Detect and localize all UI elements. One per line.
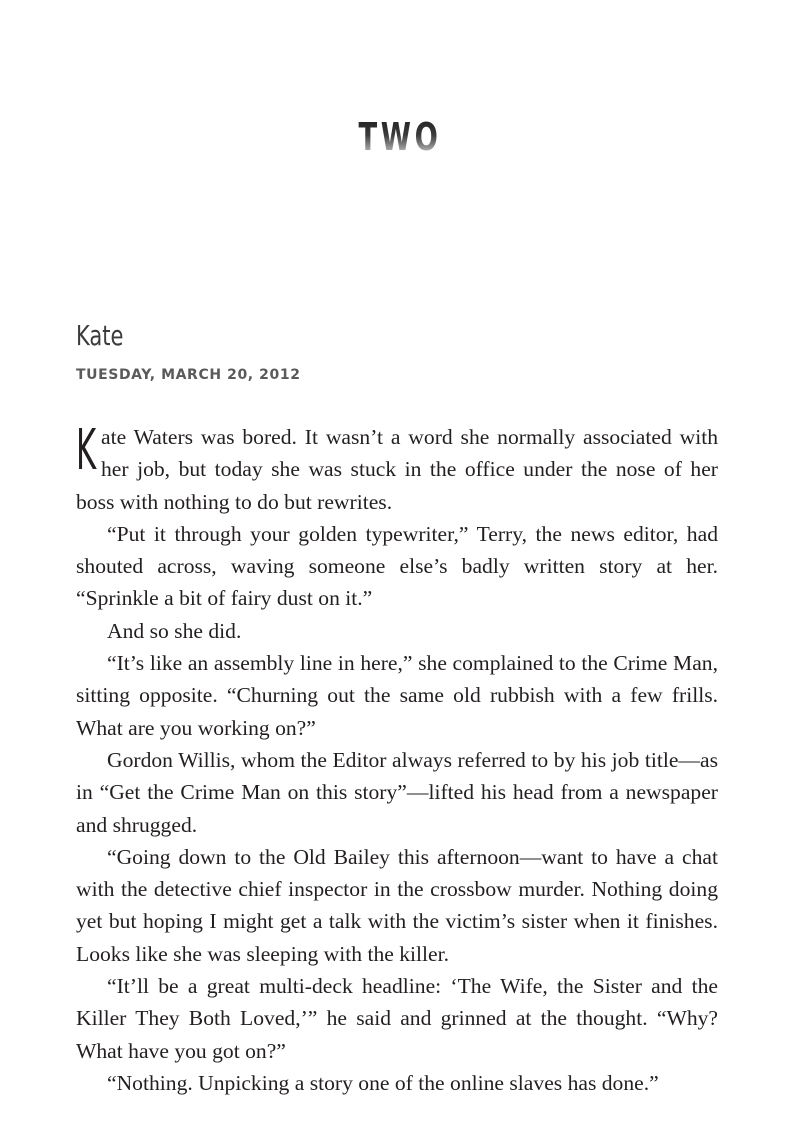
body-text [76, 418, 718, 1099]
paragraph-3: And so she did. [107, 618, 242, 643]
paragraph-2: “Put it through your golden typewriter,” Terry, the news editor, had shouted across, waving someone else’s badly written story at her. “Sprinkle a bit of fairy dust on it.” [76, 521, 718, 611]
paragraph-8: “Nothing. Unpicking a story one of the online slaves has done.” [107, 1070, 659, 1095]
paragraph-1 [76, 418, 718, 518]
paragraph-1-text: ate Waters was bored. It wasn’t a word she normally associated with her job, but today she was stuck in the office under the nose of her boss with nothing to do but rewrites. [76, 425, 718, 514]
paragraph-6: “Going down to the Old Bailey this afternoon—want to have a chat with the detective chief inspector in the crossbow murder. Nothing doing yet but hoping I might get a talk with the victim’s sister when it finishes. Looks like she was sleeping with the killer. [76, 844, 718, 966]
chapter-heading: TWO [112, 115, 688, 159]
paragraph-7: “It’ll be a great multi-deck headline: ‘The Wife, the Sister and the Killer They Both Loved,’” he said and grinned at the thought. “Why? What have you got on?” [76, 974, 718, 1063]
drop-cap: K [76, 418, 97, 483]
narrator-heading: Kate [76, 319, 124, 352]
dateline: TUESDAY, MARCH 20, 2012 [76, 367, 301, 383]
paragraph-4: “It’s like an assembly line in here,” she complained to the Crime Man, sitting opposite. “Churning out the same old rubbish with a few frills. What are you working on?” [76, 651, 718, 740]
paragraph-5: Gordon Willis, whom the Editor always referred to by his job title—as in “Get the Crime Man on this story”—lifted his head from a newspaper and shrugged. [76, 747, 718, 837]
